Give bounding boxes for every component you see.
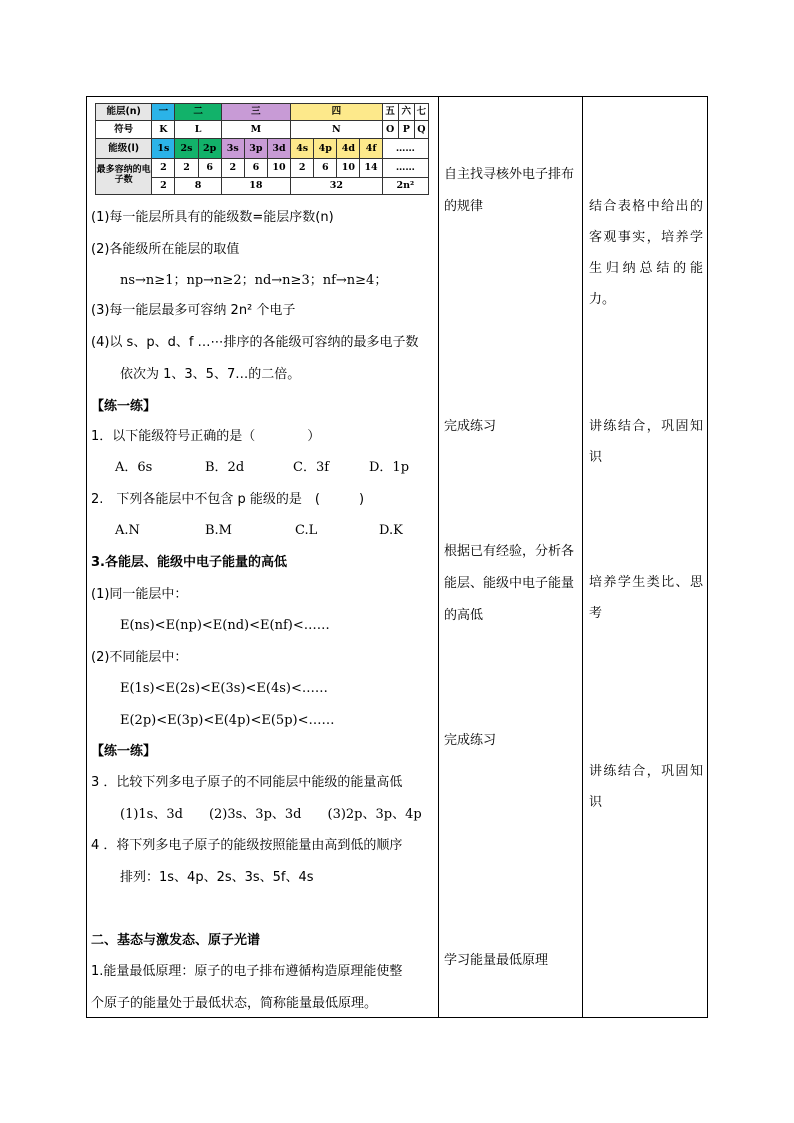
table-cell: 2: [291, 158, 314, 177]
table-row: [96, 158, 429, 177]
table-cell: 3s: [221, 139, 244, 158]
practice-heading: 【练一练】: [91, 744, 157, 759]
table-row: [96, 139, 429, 158]
table-cell: 6: [244, 158, 267, 177]
paragraph-line: 1.能量最低原理：原子的电子排布遵循构造原理能使整: [91, 964, 403, 979]
table-cell: 1s: [152, 139, 175, 158]
table-cell: 五: [382, 104, 398, 121]
column-divider: [438, 96, 439, 1018]
table-cell: 三: [221, 104, 290, 121]
goal-text: 结合表格中给出的客观事实，培养学生归纳总结的能力。: [589, 199, 703, 307]
question: 3 ．比较下列多电子原子的不同能层中能级的能量高低: [91, 775, 403, 790]
option: C.L: [295, 523, 318, 538]
question: 2. 下列各能层中不包含 p 能级的是 ( ): [91, 492, 365, 507]
table-cell: 4d: [337, 139, 360, 158]
table-cell: 2: [175, 158, 198, 177]
table-cell: 2p: [198, 139, 221, 158]
rule-line: (4)以 s、p、d、f …⋯排序的各能级可容纳的最多电子数: [91, 335, 419, 350]
goal-text: 培养学生类比、思考: [589, 575, 703, 621]
table-cell: 10: [267, 158, 290, 177]
question: 4 ．将下列多电子原子的能级按照能量由高到低的顺序: [91, 838, 403, 853]
question-items: (1)1s、3d (2)3s、3p、3d (3)2p、3p、4p: [120, 807, 422, 822]
table-cell: M: [221, 121, 290, 139]
table-cell: 能级(l): [96, 139, 152, 158]
table-cell: 2: [152, 177, 175, 194]
option: C．3f: [293, 460, 330, 475]
activity-text: 完成练习: [444, 419, 497, 434]
rule-line: 依次为 1、3、5、7…的二倍。: [120, 367, 301, 382]
table-cell: 2n²: [382, 177, 428, 194]
table-cell: P: [398, 121, 414, 139]
table-cell: 二: [175, 104, 221, 121]
rule-line: (2)不同能层中：: [91, 650, 188, 665]
table-cell: 四: [291, 104, 383, 121]
energy-equation: E(2p)<E(3p)<E(4p)<E(5p)<……: [120, 713, 335, 728]
table-row: [96, 104, 429, 121]
energy-level-table: [95, 103, 429, 195]
rule-line: (1)每一能层所具有的能级数=能层序数(n): [91, 210, 334, 225]
table-cell: 10: [337, 158, 360, 177]
paragraph-line: 个原子的能量处于最低状态，简称能量最低原理。: [91, 996, 378, 1011]
table-cell: 4p: [314, 139, 337, 158]
option: A．6s: [115, 460, 153, 475]
option: B.M: [205, 523, 232, 538]
table-cell: 3p: [244, 139, 267, 158]
energy-equation: E(ns)<E(np)<E(nd)<E(nf)<……: [120, 618, 330, 633]
column-divider: [582, 96, 583, 1018]
rule-line: (3)每一能层最多可容纳 2n² 个电子: [91, 303, 296, 318]
table-row: [96, 121, 429, 139]
section-heading: 3.各能层、能级中电子能量的高低: [91, 555, 287, 570]
table-cell: 3d: [267, 139, 290, 158]
table-cell: 8: [175, 177, 221, 194]
energy-equation: E(1s)<E(2s)<E(3s)<E(4s)<……: [120, 681, 328, 696]
table-cell: ……: [382, 139, 428, 158]
table-cell: L: [175, 121, 221, 139]
option: B．2d: [205, 460, 245, 475]
rule-line: (2)各能级所在能层的取值: [91, 242, 240, 257]
question-items: 排列：1s、4p、2s、3s、5f、4s: [120, 870, 314, 885]
goal-text: 讲练结合，巩固知识: [589, 764, 703, 810]
rule-line: (1)同一能层中：: [91, 587, 188, 602]
rule-line: ns→n≥1；np→n≥2；nd→n≥3；nf→n≥4；: [120, 273, 388, 288]
table-cell: 18: [221, 177, 290, 194]
table-cell: 4f: [360, 139, 382, 158]
question: 1．以下能级符号正确的是（ ）: [91, 429, 321, 444]
table-cell: 能层(n): [96, 104, 152, 121]
activity-text: 学习能量最低原理: [444, 953, 549, 968]
table-cell: 6: [314, 158, 337, 177]
table-cell: 最多容纳的电子数: [96, 158, 152, 194]
table-cell: 一: [152, 104, 175, 121]
table-cell: 14: [360, 158, 382, 177]
table-cell: 六: [398, 104, 414, 121]
table-cell: 2: [152, 158, 175, 177]
activity-text: 根据已有经验，分析各能层、能级中电子能量的高低: [444, 544, 575, 623]
table-cell: 符号: [96, 121, 152, 139]
option: D.K: [379, 523, 403, 538]
table-cell: 32: [291, 177, 383, 194]
option: D．1p: [369, 460, 410, 475]
practice-heading: 【练一练】: [91, 399, 157, 414]
option: A.N: [115, 523, 140, 538]
table-cell: 6: [198, 158, 221, 177]
table-cell: O: [382, 121, 398, 139]
table-cell: 2: [221, 158, 244, 177]
table-cell: K: [152, 121, 175, 139]
activity-text: 自主找寻核外电子排布的规律: [444, 167, 575, 214]
table-cell: Q: [414, 121, 428, 139]
table-cell: ……: [382, 158, 428, 177]
goal-text: 讲练结合，巩固知识: [589, 419, 703, 465]
table-cell: 2s: [175, 139, 198, 158]
section-heading: 二、基态与激发态、原子光谱: [91, 933, 261, 948]
table-cell: 七: [414, 104, 428, 121]
activity-text: 完成练习: [444, 733, 497, 748]
table-cell: 4s: [291, 139, 314, 158]
table-cell: N: [291, 121, 383, 139]
